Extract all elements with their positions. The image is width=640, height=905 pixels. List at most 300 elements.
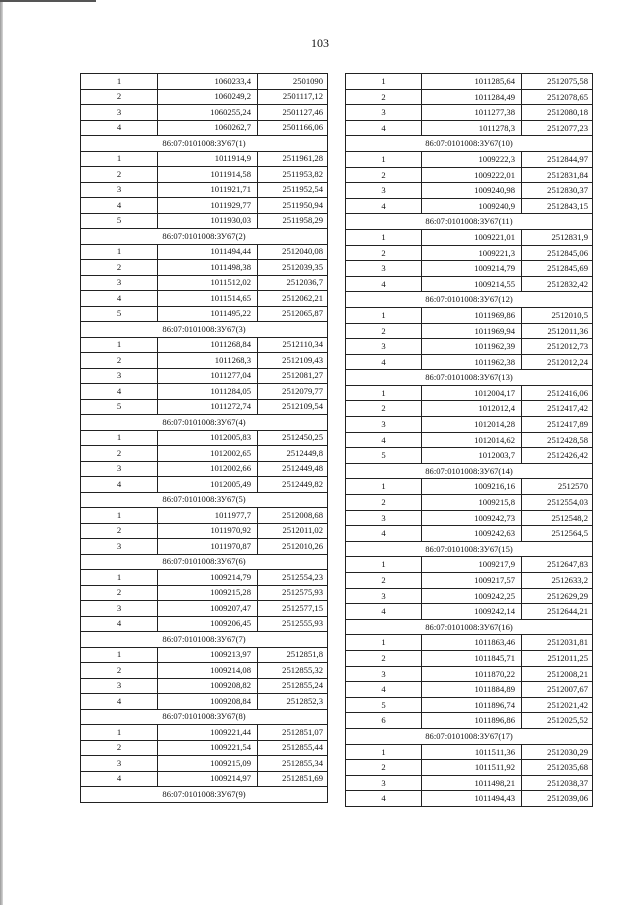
table-row (346, 261, 593, 277)
table-row (346, 167, 593, 183)
x-coordinate: 1009242,25 (422, 588, 522, 604)
point-number: 1 (346, 385, 422, 401)
point-number: 3 (346, 510, 422, 526)
point-number: 4 (81, 771, 158, 787)
x-coordinate: 1011511,36 (422, 744, 522, 760)
y-coordinate: 2512564,5 (522, 526, 593, 542)
table-row (346, 573, 593, 589)
table-row (81, 167, 328, 183)
table-row (81, 694, 328, 710)
y-coordinate: 2501166,06 (258, 120, 328, 136)
parcel-id: 86:07:0101008:ЗУ67(3) (81, 322, 328, 338)
y-coordinate: 2512855,44 (258, 740, 328, 756)
y-coordinate: 2512012,73 (522, 339, 593, 355)
y-coordinate: 2512851,8 (258, 647, 328, 663)
point-number: 2 (81, 353, 158, 369)
y-coordinate: 2512554,03 (522, 495, 593, 511)
y-coordinate: 2512039,06 (522, 791, 593, 807)
y-coordinate: 2512081,27 (258, 368, 328, 384)
point-number: 1 (346, 307, 422, 323)
table-row (346, 479, 593, 495)
parcel-id: 86:07:0101008:ЗУ67(17) (346, 728, 593, 744)
point-number: 5 (81, 399, 158, 415)
x-coordinate: 1009242,14 (422, 604, 522, 620)
table-row (346, 105, 593, 121)
point-number: 5 (81, 306, 158, 322)
y-coordinate: 2512629,29 (522, 588, 593, 604)
table-row (346, 198, 593, 214)
point-number: 3 (346, 417, 422, 433)
y-coordinate: 2512845,69 (522, 261, 593, 277)
table-row (346, 635, 593, 651)
point-number: 5 (346, 697, 422, 713)
y-coordinate: 2501090 (258, 74, 328, 90)
y-coordinate: 2512109,43 (258, 353, 328, 369)
table-row (346, 323, 593, 339)
point-number: 3 (346, 183, 422, 199)
parcel-header-row (81, 554, 328, 570)
y-coordinate: 2512633,2 (522, 573, 593, 589)
y-coordinate: 2501127,46 (258, 105, 328, 121)
point-number: 4 (346, 526, 422, 542)
table-row (81, 151, 328, 167)
x-coordinate: 1011514,65 (158, 291, 258, 307)
table-row (346, 151, 593, 167)
x-coordinate: 1011921,71 (158, 182, 258, 198)
point-number: 2 (346, 323, 422, 339)
table-row (346, 682, 593, 698)
y-coordinate: 2511950,94 (258, 198, 328, 214)
table-row (81, 291, 328, 307)
table-row (81, 477, 328, 493)
table-row (81, 678, 328, 694)
table-row (346, 74, 593, 90)
parcel-header-row (346, 292, 593, 308)
point-number: 2 (81, 663, 158, 679)
x-coordinate: 1011930,03 (158, 213, 258, 229)
parcel-header-row (346, 370, 593, 386)
y-coordinate: 2512080,18 (522, 105, 593, 121)
point-number: 2 (81, 260, 158, 276)
x-coordinate: 1011863,46 (422, 635, 522, 651)
table-row (81, 585, 328, 601)
point-number: 1 (346, 74, 422, 90)
y-coordinate: 2512855,34 (258, 756, 328, 772)
parcel-id: 86:07:0101008:ЗУ67(11) (346, 214, 593, 230)
table-row (346, 791, 593, 807)
x-coordinate: 1009221,3 (422, 245, 522, 261)
y-coordinate: 2512843,15 (522, 198, 593, 214)
x-coordinate: 1060255,24 (158, 105, 258, 121)
point-number: 3 (81, 678, 158, 694)
y-coordinate: 2512038,37 (522, 775, 593, 791)
point-number: 3 (81, 105, 158, 121)
y-coordinate: 2512010,5 (522, 307, 593, 323)
table-row (346, 245, 593, 261)
parcel-id: 86:07:0101008:ЗУ67(15) (346, 541, 593, 557)
x-coordinate: 1009215,28 (158, 585, 258, 601)
parcel-header-row (81, 322, 328, 338)
y-coordinate: 2512832,42 (522, 276, 593, 292)
y-coordinate: 2512030,29 (522, 744, 593, 760)
point-number: 1 (81, 508, 158, 524)
point-number: 4 (346, 198, 422, 214)
parcel-header-row (81, 632, 328, 648)
table-row (81, 740, 328, 756)
y-coordinate: 2512031,81 (522, 635, 593, 651)
x-coordinate: 1060262,7 (158, 120, 258, 136)
x-coordinate: 1011962,38 (422, 354, 522, 370)
parcel-id: 86:07:0101008:ЗУ67(10) (346, 136, 593, 152)
x-coordinate: 1009207,47 (158, 601, 258, 617)
x-coordinate: 1011970,92 (158, 523, 258, 539)
coordinates-table-right (345, 73, 593, 807)
point-number: 1 (81, 244, 158, 260)
y-coordinate: 2512845,06 (522, 245, 593, 261)
parcel-id: 86:07:0101008:ЗУ67(16) (346, 619, 593, 635)
parcel-header-row (81, 787, 328, 803)
table-row (346, 775, 593, 791)
table-row (81, 756, 328, 772)
parcel-id: 86:07:0101008:ЗУ67(1) (81, 136, 328, 152)
table-row (346, 744, 593, 760)
parcel-id: 86:07:0101008:ЗУ67(2) (81, 229, 328, 245)
y-coordinate: 2511958,29 (258, 213, 328, 229)
table-row (346, 713, 593, 729)
table-row (81, 570, 328, 586)
point-number: 3 (81, 539, 158, 555)
y-coordinate: 2512036,7 (258, 275, 328, 291)
parcel-header-row (346, 619, 593, 635)
x-coordinate: 1009242,63 (422, 526, 522, 542)
x-coordinate: 1009221,44 (158, 725, 258, 741)
parcel-id: 86:07:0101008:ЗУ67(9) (81, 787, 328, 803)
x-coordinate: 1009214,97 (158, 771, 258, 787)
parcel-header-row (346, 541, 593, 557)
x-coordinate: 1060233,4 (158, 74, 258, 90)
y-coordinate: 2512647,83 (522, 557, 593, 573)
y-coordinate: 2512011,36 (522, 323, 593, 339)
table-row (81, 306, 328, 322)
x-coordinate: 1011494,43 (422, 791, 522, 807)
parcel-id: 86:07:0101008:ЗУ67(5) (81, 492, 328, 508)
table-row (346, 385, 593, 401)
y-coordinate: 2512855,24 (258, 678, 328, 694)
point-number: 3 (81, 601, 158, 617)
table-row (81, 74, 328, 90)
parcel-header-row (346, 214, 593, 230)
x-coordinate: 1011277,38 (422, 105, 522, 121)
y-coordinate: 2512040,08 (258, 244, 328, 260)
table-row (81, 399, 328, 415)
point-number: 4 (81, 120, 158, 136)
point-number: 3 (81, 756, 158, 772)
y-coordinate: 2512079,77 (258, 384, 328, 400)
y-coordinate: 2512644,21 (522, 604, 593, 620)
x-coordinate: 1011970,87 (158, 539, 258, 555)
x-coordinate: 1009215,8 (422, 495, 522, 511)
point-number: 2 (346, 495, 422, 511)
y-coordinate: 2512449,48 (258, 461, 328, 477)
point-number: 2 (81, 523, 158, 539)
x-coordinate: 1009221,01 (422, 229, 522, 245)
point-number: 1 (81, 647, 158, 663)
y-coordinate: 2512008,21 (522, 666, 593, 682)
x-coordinate: 1009240,9 (422, 198, 522, 214)
y-coordinate: 2512548,2 (522, 510, 593, 526)
point-number: 1 (346, 635, 422, 651)
x-coordinate: 1009222,01 (422, 167, 522, 183)
x-coordinate: 1011896,74 (422, 697, 522, 713)
x-coordinate: 1009214,79 (158, 570, 258, 586)
y-coordinate: 2512039,35 (258, 260, 328, 276)
point-number: 4 (346, 682, 422, 698)
y-coordinate: 2512449,8 (258, 446, 328, 462)
table-row (81, 120, 328, 136)
y-coordinate: 2512008,68 (258, 508, 328, 524)
y-coordinate: 2512065,87 (258, 306, 328, 322)
table-row (81, 244, 328, 260)
point-number: 1 (346, 229, 422, 245)
table-row (346, 697, 593, 713)
table-row (346, 495, 593, 511)
point-number: 1 (81, 74, 158, 90)
y-coordinate: 2512010,26 (258, 539, 328, 555)
coordinates-table-left (80, 73, 328, 803)
y-coordinate: 2512007,67 (522, 682, 593, 698)
x-coordinate: 1011268,3 (158, 353, 258, 369)
parcel-header-row (346, 136, 593, 152)
table-row (346, 89, 593, 105)
point-number: 4 (81, 198, 158, 214)
point-number: 5 (346, 448, 422, 464)
table-row (346, 401, 593, 417)
page-number: 103 (311, 36, 329, 50)
point-number: 1 (346, 557, 422, 573)
y-coordinate: 2501117,12 (258, 89, 328, 105)
point-number: 2 (81, 585, 158, 601)
point-number: 3 (81, 368, 158, 384)
x-coordinate: 1011278,3 (422, 120, 522, 136)
x-coordinate: 1011268,84 (158, 337, 258, 353)
point-number: 3 (81, 461, 158, 477)
y-coordinate: 2512554,23 (258, 570, 328, 586)
table-row (346, 666, 593, 682)
point-number: 3 (346, 775, 422, 791)
table-row (346, 339, 593, 355)
table-row (346, 120, 593, 136)
table-row (81, 601, 328, 617)
table-row (81, 647, 328, 663)
table-row (346, 510, 593, 526)
parcel-header-row (81, 415, 328, 431)
point-number: 2 (346, 89, 422, 105)
y-coordinate: 2511953,82 (258, 167, 328, 183)
table-row (81, 275, 328, 291)
point-number: 3 (81, 275, 158, 291)
point-number: 6 (346, 713, 422, 729)
point-number: 2 (346, 573, 422, 589)
table-row (81, 368, 328, 384)
y-coordinate: 2511961,28 (258, 151, 328, 167)
table-row (81, 213, 328, 229)
parcel-header-row (81, 492, 328, 508)
parcel-id: 86:07:0101008:ЗУ67(6) (81, 554, 328, 570)
y-coordinate: 2512831,9 (522, 229, 593, 245)
y-coordinate: 2512075,58 (522, 74, 593, 90)
point-number: 2 (346, 167, 422, 183)
point-number: 3 (346, 105, 422, 121)
table-row (81, 105, 328, 121)
table-row (81, 461, 328, 477)
point-number: 2 (81, 740, 158, 756)
y-coordinate: 2512570 (522, 479, 593, 495)
x-coordinate: 1011511,92 (422, 760, 522, 776)
point-number: 5 (81, 213, 158, 229)
y-coordinate: 2512417,89 (522, 417, 593, 433)
point-number: 4 (81, 291, 158, 307)
x-coordinate: 1060249,2 (158, 89, 258, 105)
y-coordinate: 2512428,58 (522, 432, 593, 448)
y-coordinate: 2512035,68 (522, 760, 593, 776)
y-coordinate: 2512555,93 (258, 616, 328, 632)
point-number: 4 (81, 384, 158, 400)
table-row (81, 539, 328, 555)
x-coordinate: 1011495,22 (158, 306, 258, 322)
x-coordinate: 1011870,22 (422, 666, 522, 682)
x-coordinate: 1012005,49 (158, 477, 258, 493)
table-row (346, 354, 593, 370)
x-coordinate: 1012005,83 (158, 430, 258, 446)
x-coordinate: 1009222,3 (422, 151, 522, 167)
table-row (81, 663, 328, 679)
point-number: 3 (346, 339, 422, 355)
x-coordinate: 1009214,55 (422, 276, 522, 292)
x-coordinate: 1009217,9 (422, 557, 522, 573)
table-row (346, 417, 593, 433)
table-row (81, 89, 328, 105)
y-coordinate: 2512417,42 (522, 401, 593, 417)
parcel-id: 86:07:0101008:ЗУ67(12) (346, 292, 593, 308)
x-coordinate: 1009217,57 (422, 573, 522, 589)
point-number: 3 (346, 261, 422, 277)
y-coordinate: 2512062,21 (258, 291, 328, 307)
y-coordinate: 2512851,07 (258, 725, 328, 741)
parcel-header-row (346, 728, 593, 744)
table-row (81, 725, 328, 741)
table-row (346, 760, 593, 776)
x-coordinate: 1011977,7 (158, 508, 258, 524)
y-coordinate: 2512021,42 (522, 697, 593, 713)
x-coordinate: 1012012,4 (422, 401, 522, 417)
x-coordinate: 1012004,17 (422, 385, 522, 401)
point-number: 3 (346, 666, 422, 682)
x-coordinate: 1009214,79 (422, 261, 522, 277)
table-row (346, 229, 593, 245)
table-row (81, 353, 328, 369)
table-row (346, 276, 593, 292)
table-row (346, 307, 593, 323)
x-coordinate: 1011929,77 (158, 198, 258, 214)
parcel-id: 86:07:0101008:ЗУ67(4) (81, 415, 328, 431)
x-coordinate: 1011845,71 (422, 650, 522, 666)
x-coordinate: 1009242,73 (422, 510, 522, 526)
point-number: 2 (346, 245, 422, 261)
y-coordinate: 2512575,93 (258, 585, 328, 601)
y-coordinate: 2512110,34 (258, 337, 328, 353)
parcel-header-row (346, 463, 593, 479)
parcel-header-row (81, 709, 328, 725)
point-number: 2 (346, 760, 422, 776)
point-number: 1 (346, 744, 422, 760)
x-coordinate: 1011896,86 (422, 713, 522, 729)
y-coordinate: 2512012,24 (522, 354, 593, 370)
y-coordinate: 2512077,23 (522, 120, 593, 136)
x-coordinate: 1012014,62 (422, 432, 522, 448)
table-row (81, 616, 328, 632)
x-coordinate: 1009221,54 (158, 740, 258, 756)
parcel-id: 86:07:0101008:ЗУ67(13) (346, 370, 593, 386)
x-coordinate: 1009206,45 (158, 616, 258, 632)
table-row (81, 198, 328, 214)
x-coordinate: 1012003,7 (422, 448, 522, 464)
point-number: 4 (346, 276, 422, 292)
y-coordinate: 2512011,25 (522, 650, 593, 666)
point-number: 2 (346, 401, 422, 417)
x-coordinate: 1011498,21 (422, 775, 522, 791)
point-number: 4 (81, 694, 158, 710)
point-number: 4 (346, 604, 422, 620)
table-row (81, 337, 328, 353)
x-coordinate: 1012014,28 (422, 417, 522, 433)
x-coordinate: 1011494,44 (158, 244, 258, 260)
table-row (81, 260, 328, 276)
x-coordinate: 1012002,65 (158, 446, 258, 462)
x-coordinate: 1011285,64 (422, 74, 522, 90)
parcel-id: 86:07:0101008:ЗУ67(7) (81, 632, 328, 648)
x-coordinate: 1009240,98 (422, 183, 522, 199)
x-coordinate: 1011914,58 (158, 167, 258, 183)
x-coordinate: 1009208,82 (158, 678, 258, 694)
point-number: 2 (81, 446, 158, 462)
y-coordinate: 2512830,37 (522, 183, 593, 199)
table-row (346, 526, 593, 542)
x-coordinate: 1011969,94 (422, 323, 522, 339)
point-number: 1 (81, 570, 158, 586)
point-number: 4 (81, 477, 158, 493)
y-coordinate: 2512855,32 (258, 663, 328, 679)
x-coordinate: 1011284,05 (158, 384, 258, 400)
point-number: 3 (346, 588, 422, 604)
table-row (81, 430, 328, 446)
table-row (346, 557, 593, 573)
table-row (346, 604, 593, 620)
table-row (346, 448, 593, 464)
parcel-header-row (81, 136, 328, 152)
point-number: 3 (81, 182, 158, 198)
x-coordinate: 1012002,66 (158, 461, 258, 477)
point-number: 4 (346, 354, 422, 370)
x-coordinate: 1011914,9 (158, 151, 258, 167)
y-coordinate: 2512078,65 (522, 89, 593, 105)
point-number: 2 (81, 167, 158, 183)
y-coordinate: 2512011,02 (258, 523, 328, 539)
point-number: 4 (346, 432, 422, 448)
x-coordinate: 1011277,04 (158, 368, 258, 384)
y-coordinate: 2512450,25 (258, 430, 328, 446)
x-coordinate: 1011512,02 (158, 275, 258, 291)
point-number: 1 (81, 151, 158, 167)
